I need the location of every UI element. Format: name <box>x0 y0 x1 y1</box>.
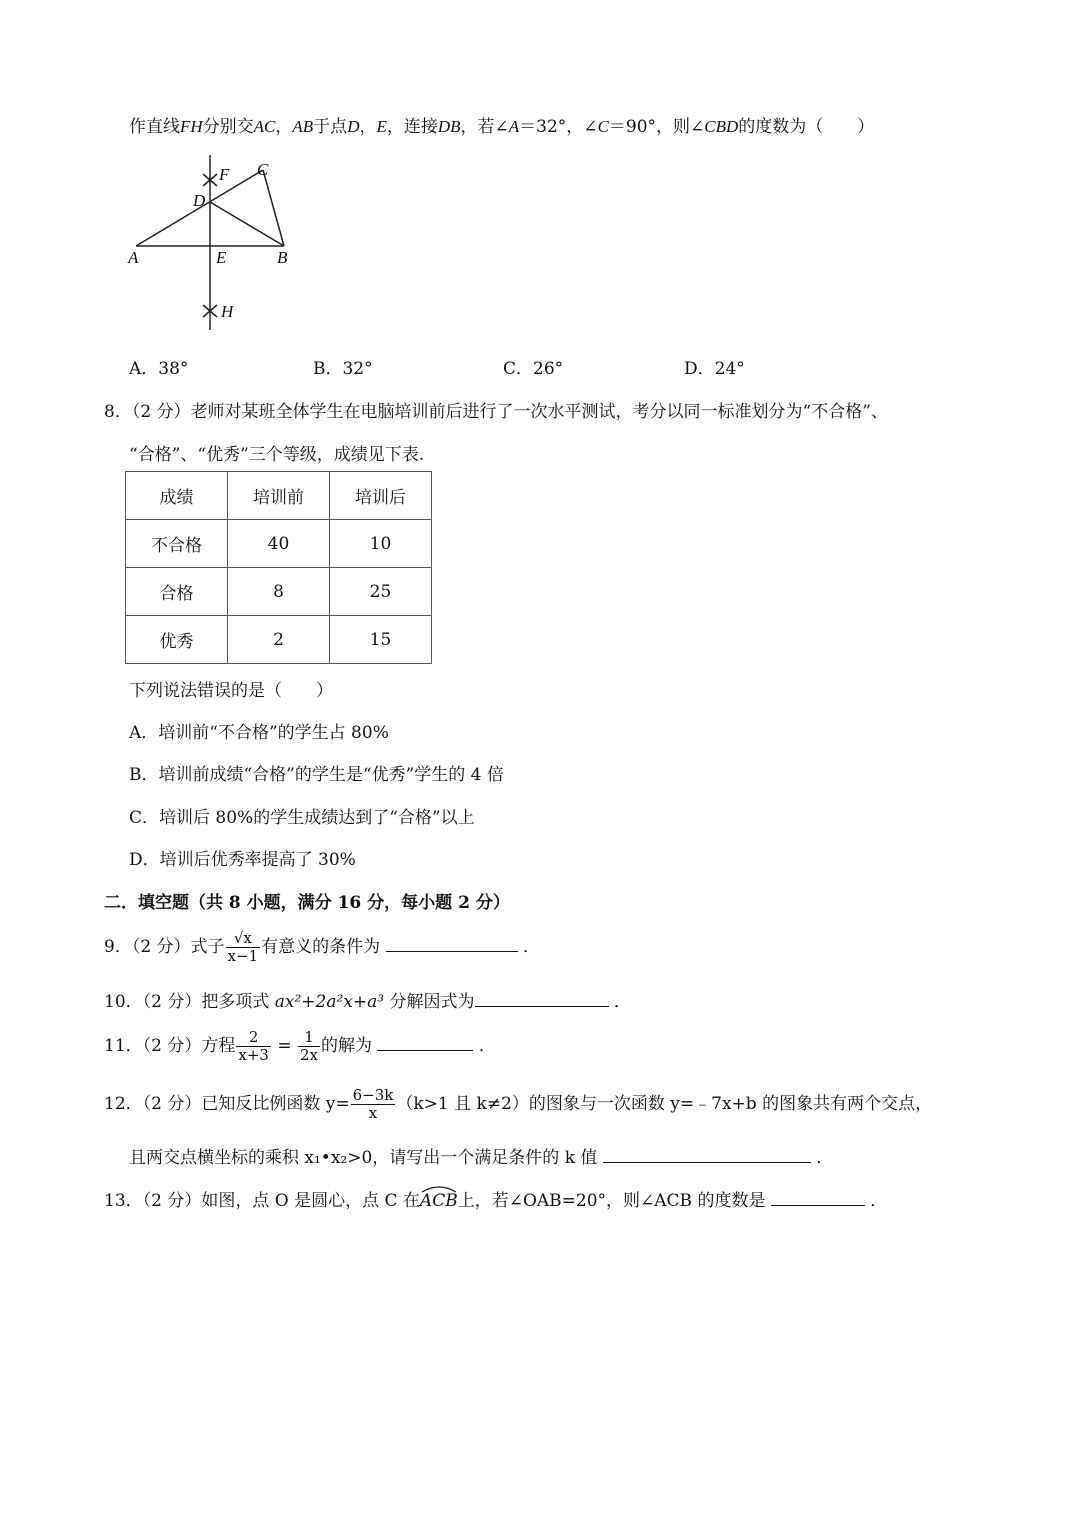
q10-answer-blank[interactable] <box>475 1006 609 1007</box>
q11-pre: 11．（2 分）方程 <box>104 1036 236 1056</box>
q7-option-c[interactable]: C．26° <box>503 359 564 379</box>
q7-stem-text: ＝32°，∠ <box>519 117 598 137</box>
label-e: E <box>216 248 227 267</box>
q8-option-d[interactable]: D．培训后优秀率提高了 30% <box>129 850 356 870</box>
q8-option-b[interactable]: B．培训前成绩“合格”的学生是“优秀”学生的 4 倍 <box>129 765 504 785</box>
q7-figure <box>120 150 310 340</box>
q11-equals: = <box>277 1036 292 1056</box>
table-cell: 8 <box>228 568 330 616</box>
q7-stem <box>129 112 874 137</box>
q13-pre: 13．（2 分）如图，点 O 是圆心，点 C 在 <box>104 1191 420 1211</box>
q12-pre: 12．（2 分）已知反比例函数 y= <box>104 1094 350 1114</box>
table-header-cell: 培训前 <box>228 472 330 520</box>
q11-post: 的解为 <box>321 1036 373 1056</box>
grade-table <box>125 471 432 664</box>
q7-stem-text: ＝90°，则∠ <box>608 117 705 137</box>
q9-post: 有意义的条件为 <box>261 937 381 957</box>
section-title: 二．填空题（共 8 小题，满分 16 分，每小题 2 分） <box>104 893 510 913</box>
q7-stem-text: ， <box>275 117 293 137</box>
table-row <box>126 616 432 664</box>
q9-fraction <box>226 930 261 966</box>
q12-numerator: 6−3k <box>352 1085 394 1104</box>
arc-symbol-icon <box>420 1185 458 1193</box>
q12-line1 <box>104 1082 932 1126</box>
q8-prompt: 下列说法错误的是（ ） <box>129 681 333 701</box>
table-cell: 40 <box>228 520 330 568</box>
q12-answer-blank[interactable] <box>603 1162 811 1163</box>
q11-right-denominator: 2x <box>300 1046 319 1064</box>
table-cell: 合格 <box>126 568 228 616</box>
q8-option-c[interactable]: C．培训后 80%的学生成绩达到了“合格”以上 <box>129 808 475 828</box>
q7-stem-variable: AC <box>253 117 276 136</box>
label-a: A <box>128 248 139 267</box>
q7-stem-variable: D <box>347 117 360 136</box>
q7-stem-variable: C <box>597 117 609 136</box>
q11-end: ． <box>478 1036 496 1056</box>
q7-stem-text: 于点 <box>313 117 348 137</box>
q11-left-numerator: 2 <box>236 1029 271 1047</box>
table-header-cell: 培训后 <box>330 472 432 520</box>
q10-end: ． <box>613 992 631 1012</box>
q8-option-a[interactable]: A．培训前“不合格”的学生占 80% <box>129 723 389 743</box>
q9-answer-blank[interactable] <box>386 951 518 952</box>
q11-answer-blank[interactable] <box>377 1050 473 1051</box>
q12-fraction <box>351 1087 396 1123</box>
q13 <box>104 1186 887 1211</box>
table-cell: 25 <box>330 568 432 616</box>
q10 <box>104 987 631 1012</box>
q8-stem-line2: “合格”、“优秀”三个等级，成绩见下表. <box>129 445 425 465</box>
q7-stem-variable: AB <box>292 117 314 136</box>
label-b: B <box>277 248 288 267</box>
q7-stem-variable: CBD <box>704 117 739 136</box>
q7-stem-text: 分别交 <box>202 117 254 137</box>
q10-post: 分解因式为 <box>384 992 475 1012</box>
q9-numerator: √x <box>226 930 261 948</box>
label-h: H <box>221 302 234 321</box>
q12-mid: （k>1 且 k≠2）的图象与一次函数 y=﹣7x+b 的图象共有两个交点， <box>396 1094 933 1114</box>
q13-end: ． <box>870 1191 888 1211</box>
q7-stem-text: ，若∠ <box>460 117 509 137</box>
table-header-row <box>126 472 432 520</box>
q7-option-d[interactable]: D．24° <box>684 359 745 379</box>
table-cell: 优秀 <box>126 616 228 664</box>
q10-expr: ax²+2a²x+a³ <box>274 992 385 1012</box>
q9-pre: 9．（2 分）式子 <box>104 937 225 957</box>
q9 <box>104 926 540 968</box>
table-row <box>126 568 432 616</box>
q12-line2-text: 且两交点横坐标的乘积 x₁•x₂>0，请写出一个满足条件的 k 值 <box>129 1148 598 1168</box>
q12-line2 <box>129 1143 833 1168</box>
q7-stem-text: 作直线 <box>129 117 180 137</box>
table-cell: 不合格 <box>126 520 228 568</box>
q11-right-fraction <box>298 1029 320 1065</box>
q7-option-b[interactable]: B．32° <box>313 359 373 379</box>
table-cell: 15 <box>330 616 432 664</box>
label-c: C <box>257 160 269 179</box>
q7-stem-variable: E <box>376 117 387 136</box>
q7-stem-text: 的度数为（ ） <box>738 117 875 137</box>
label-f: F <box>219 165 230 184</box>
q7-option-a[interactable]: A．38° <box>129 359 189 379</box>
q13-answer-blank[interactable] <box>771 1205 865 1206</box>
q7-stem-variable: A <box>508 117 520 136</box>
q13-arc-label: ACB <box>419 1191 458 1211</box>
q7-stem-text: ， <box>359 117 377 137</box>
q9-denominator: x−1 <box>227 947 259 965</box>
q12-denominator: x <box>368 1104 378 1122</box>
q13-arc <box>420 1191 458 1211</box>
label-d: D <box>193 191 206 210</box>
q8-stem-line1: 8．（2 分）老师对某班全体学生在电脑培训前后进行了一次水平测试，考分以同一标准划分为“不合格”、 <box>104 402 888 422</box>
table-header-cell: 成绩 <box>126 472 228 520</box>
q7-stem-text: ，连接 <box>386 117 438 137</box>
q11-right-numerator: 1 <box>298 1029 320 1047</box>
table-cell: 10 <box>330 520 432 568</box>
q12-end: ． <box>816 1148 834 1168</box>
q10-pre: 10．（2 分）把多项式 <box>104 992 275 1012</box>
q7-stem-variable: DB <box>437 117 461 136</box>
q11-left-fraction <box>236 1029 271 1065</box>
q9-end: ． <box>522 937 540 957</box>
q11-left-denominator: x+3 <box>238 1046 269 1064</box>
table-row <box>126 520 432 568</box>
q11 <box>104 1024 496 1068</box>
q13-post: 上，若∠OAB=20°，则∠ACB 的度数是 <box>457 1191 766 1211</box>
q7-stem-variable: FH <box>180 117 203 136</box>
table-cell: 2 <box>228 616 330 664</box>
